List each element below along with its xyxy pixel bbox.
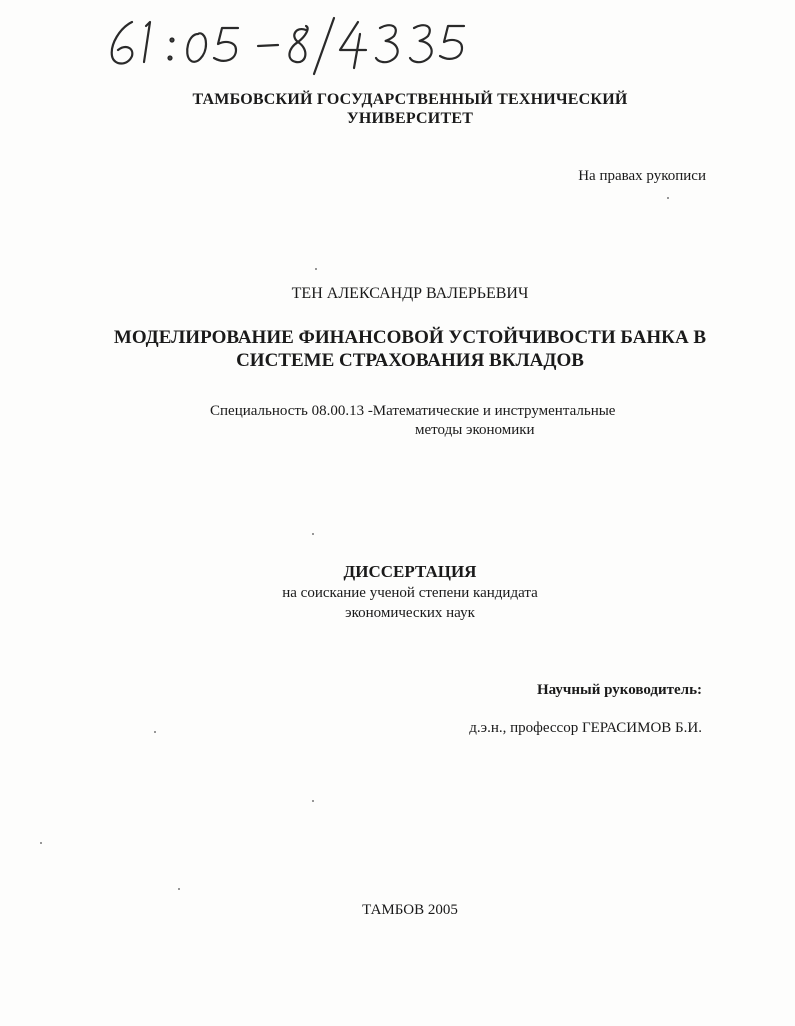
title-line-1: МОДЕЛИРОВАНИЕ ФИНАНСОВОЙ УСТОЙЧИВОСТИ БАНКА В bbox=[113, 327, 707, 348]
place-year: ТАМБОВ 2005 bbox=[362, 902, 458, 918]
scan-speck bbox=[315, 268, 317, 270]
handwritten-archive-code bbox=[100, 4, 480, 84]
scan-speck bbox=[154, 731, 156, 733]
university-line-2: УНИВЕРСИТЕТ bbox=[346, 110, 474, 127]
supervisor-name: д.э.н., профессор ГЕРАСИМОВ Б.И. bbox=[469, 720, 702, 736]
degree-description bbox=[200, 583, 620, 623]
scan-speck bbox=[178, 888, 180, 890]
thesis-label: ДИССЕРТАЦИЯ bbox=[343, 562, 477, 581]
degree-line-1: на соискание ученой степени кандидата bbox=[282, 585, 538, 601]
rights-note: На правах рукописи bbox=[578, 168, 706, 184]
dissertation-title bbox=[100, 326, 720, 372]
university-line-1: ТАМБОВСКИЙ ГОСУДАРСТВЕННЫЙ ТЕХНИЧЕСКИЙ bbox=[192, 91, 628, 108]
university-name bbox=[130, 90, 690, 128]
author-name: ТЕН АЛЕКСАНДР ВАЛЕРЬЕВИЧ bbox=[291, 285, 529, 302]
scan-speck bbox=[40, 842, 42, 844]
degree-line-2: экономических наук bbox=[345, 605, 475, 621]
scan-speck bbox=[312, 533, 314, 535]
specialty-line-1: Специальность 08.00.13 -Математические и инструментальные bbox=[210, 403, 616, 419]
scan-speck bbox=[312, 800, 314, 802]
specialty-line-2: методы экономики bbox=[415, 422, 535, 438]
scan-speck bbox=[667, 197, 669, 199]
handwritten-code-drawing bbox=[100, 4, 480, 84]
specialty bbox=[210, 402, 630, 440]
title-line-2: СИСТЕМЕ СТРАХОВАНИЯ ВКЛАДОВ bbox=[236, 350, 584, 371]
supervisor-label: Научный руководитель: bbox=[537, 682, 702, 698]
